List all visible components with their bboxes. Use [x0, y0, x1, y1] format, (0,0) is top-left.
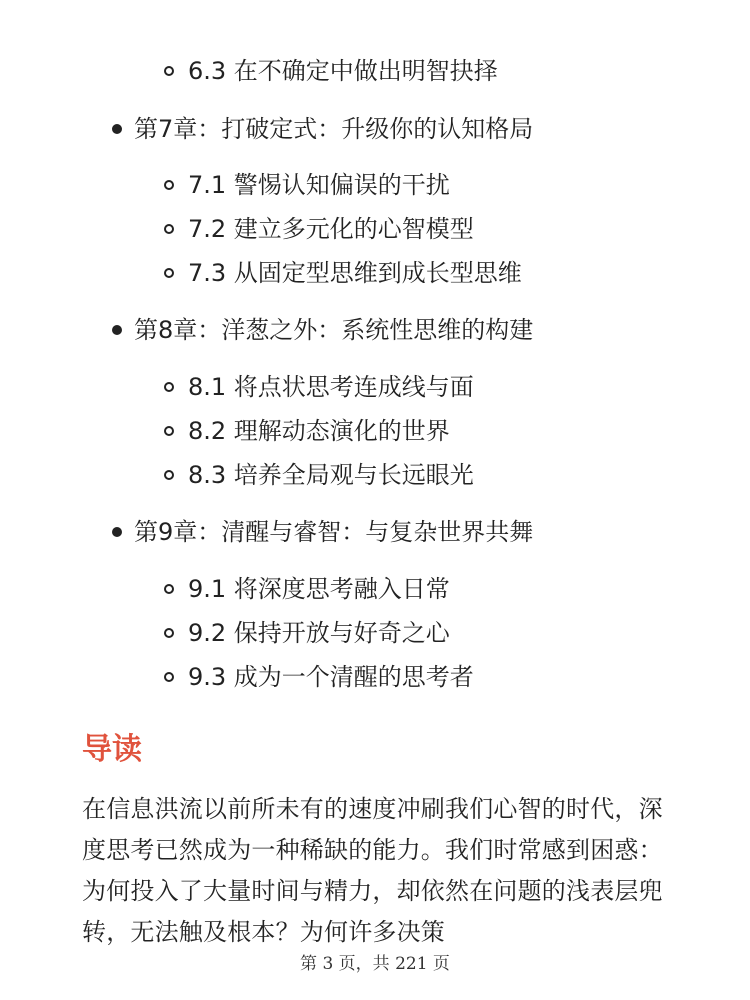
toc-subsection-item — [188, 661, 474, 693]
toc-item-label: 第9章：清醒与睿智：与复杂世界共舞 — [134, 518, 534, 546]
filled-bullet-icon — [112, 527, 122, 537]
filled-bullet-icon — [112, 124, 122, 134]
toc-subsection-item — [188, 459, 474, 491]
toc-item-label: 8.1 将点状思考连成线与面 — [188, 373, 474, 401]
toc-item-label: 7.3 从固定型思维到成长型思维 — [188, 259, 522, 287]
toc-subsection-item — [188, 371, 474, 403]
toc-item-label: 9.1 将深度思考融入日常 — [188, 575, 450, 603]
hollow-bullet-icon — [164, 584, 174, 594]
section-heading: 导读 — [82, 732, 142, 767]
toc-subsection-item — [188, 257, 522, 289]
hollow-bullet-icon — [164, 224, 174, 234]
toc-chapter-item — [134, 516, 533, 548]
hollow-bullet-icon — [164, 426, 174, 436]
toc-subsection-item — [188, 415, 450, 447]
toc-subsection-item — [188, 617, 450, 649]
toc-item-label: 7.1 警惕认知偏误的干扰 — [188, 171, 450, 199]
toc-chapter-item — [134, 314, 533, 346]
toc-item-label: 第7章：打破定式：升级你的认知格局 — [134, 115, 534, 143]
page-number-footer: 第 3 页，共 221 页 — [300, 954, 450, 974]
toc-chapter-item — [134, 113, 533, 145]
toc-subsection-item — [188, 169, 450, 201]
toc-item-label: 9.3 成为一个清醒的思考者 — [188, 663, 474, 691]
toc-item-label: 8.2 理解动态演化的世界 — [188, 417, 450, 445]
hollow-bullet-icon — [164, 470, 174, 480]
toc-subsection-item — [188, 55, 498, 87]
hollow-bullet-icon — [164, 180, 174, 190]
hollow-bullet-icon — [164, 268, 174, 278]
body-paragraph: 在信息洪流以前所未有的速度冲刷我们心智的时代，深度思考已然成为一种稀缺的能力。我们时常感到困惑：为何投入了大量时间与精力，却依然在问题的浅表层兜转，无法触及根本？为何许多决策 — [82, 795, 663, 946]
hollow-bullet-icon — [164, 628, 174, 638]
hollow-bullet-icon — [164, 66, 174, 76]
toc-item-label: 6.3 在不确定中做出明智抉择 — [188, 57, 498, 85]
hollow-bullet-icon — [164, 382, 174, 392]
toc-item-label: 8.3 培养全局观与长远眼光 — [188, 461, 474, 489]
hollow-bullet-icon — [164, 672, 174, 682]
toc-item-label: 第8章：洋葱之外：系统性思维的构建 — [134, 316, 534, 344]
toc-item-label: 7.2 建立多元化的心智模型 — [188, 215, 474, 243]
toc-item-label: 9.2 保持开放与好奇之心 — [188, 619, 450, 647]
toc-subsection-item — [188, 213, 474, 245]
filled-bullet-icon — [112, 325, 122, 335]
toc-subsection-item — [188, 573, 450, 605]
